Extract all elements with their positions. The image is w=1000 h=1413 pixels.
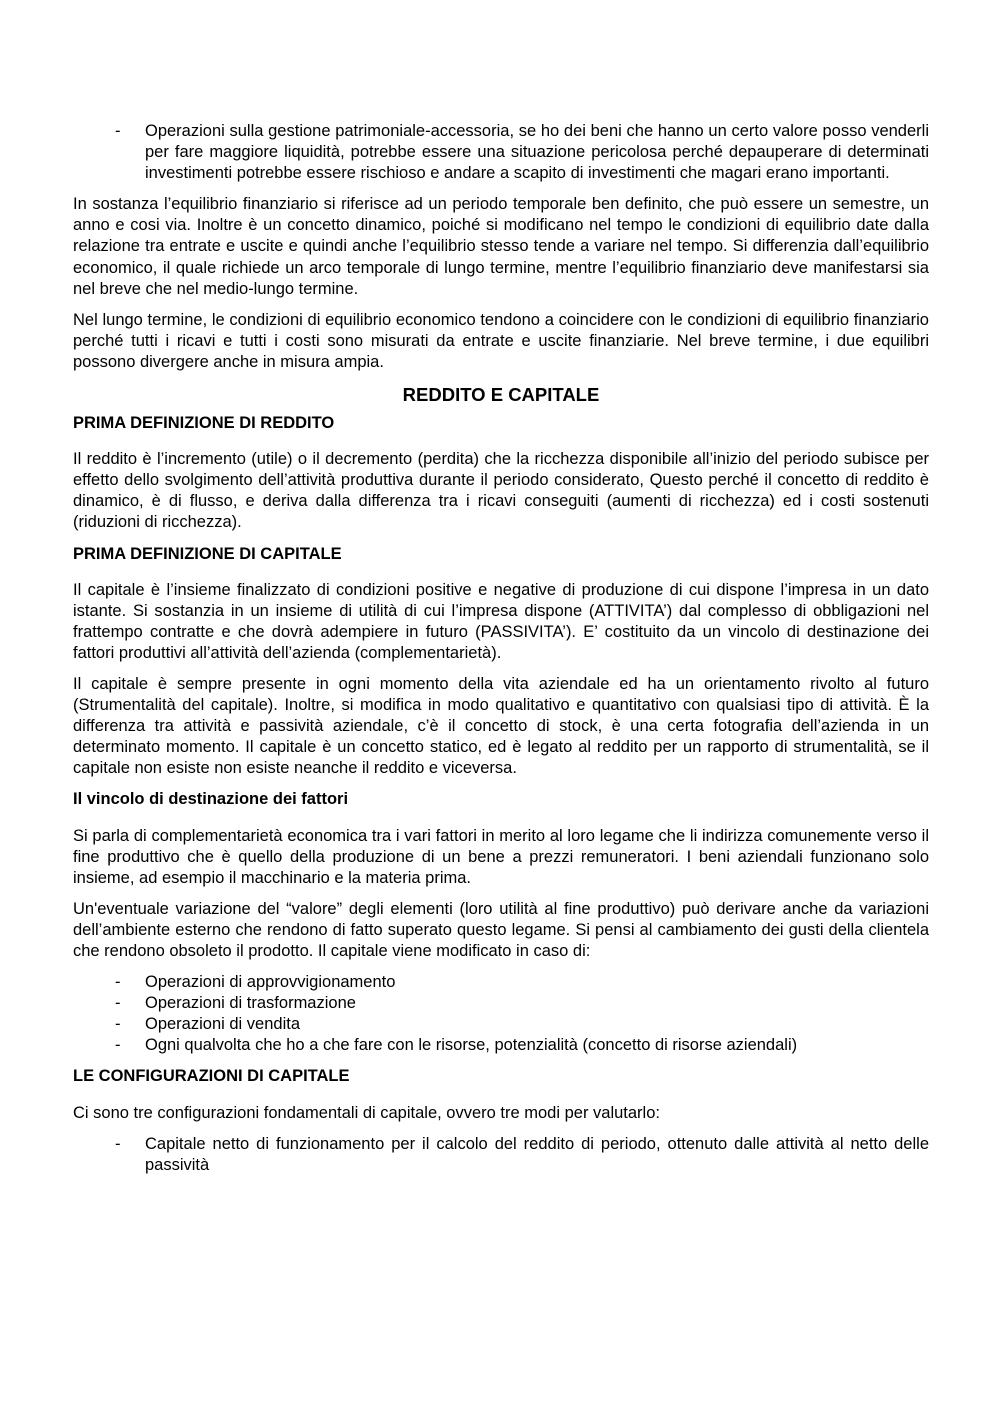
paragraph-capitale-1: Il capitale è l’insieme finalizzato di condizioni positive e negative di produzione di cui dispone l’impresa in un dato istante. Si sostanzia in un insieme di utilità di cui l’impresa dispone (ATTIVITA’) dal complesso di obbligazioni nel frattempo contratte e che dovrà adempiere in futuro (PASSIVITA’). E’ costituito da un vincolo di destinazione dei fattori produttivi all’attività dell’azienda (complementarietà). bbox=[73, 580, 929, 662]
list-item bbox=[73, 993, 929, 1014]
list-item bbox=[73, 972, 929, 993]
heading-prima-definizione-reddito: PRIMA DEFINIZIONE DI REDDITO bbox=[73, 414, 335, 433]
list-item-text: Capitale netto di funzionamento per il calcolo del reddito di periodo, ottenuto dalle attività al netto delle passività bbox=[145, 1134, 929, 1174]
bullet-list-configurazioni bbox=[73, 1134, 929, 1176]
list-item bbox=[73, 1035, 929, 1056]
bullet-list-top bbox=[73, 121, 929, 184]
paragraph-complementarieta: Si parla di complementarietà economica tra i vari fattori in merito al loro legame che li indirizza comunemente verso il fine produttivo che è quello della produzione di un bene a prezzi remuneratori. I beni aziendali funzionano solo insieme, ad esempio il macchinario e la materia prima. bbox=[73, 826, 929, 887]
heading-vincolo-destinazione: Il vincolo di destinazione dei fattori bbox=[73, 790, 349, 809]
list-item-text: Operazioni di trasformazione bbox=[145, 994, 356, 1013]
bullet-list-modifiche bbox=[73, 972, 929, 1056]
bullet-dash: - bbox=[115, 122, 121, 140]
heading-prima-definizione-capitale: PRIMA DEFINIZIONE DI CAPITALE bbox=[73, 544, 342, 563]
paragraph-equilibrio-finanziario: In sostanza l’equilibrio finanziario si riferisce ad un periodo temporale ben definito, che può essere un semestre, un anno e cosi via. Inoltre è un concetto dinamico, poiché si modificano nel tempo le condizioni di equilibrio date dalla relazione tra entrate e uscite e quindi anche l’equilibrio stesso tende a variare nel tempo. Si differenzia dall’equilibrio economico, il quale richiede un arco temporale di lungo termine, mentre l’equilibrio finanziario deve manifestarsi sia nel breve che nel medio-lungo termine. bbox=[73, 195, 929, 298]
document-page bbox=[73, 121, 929, 1186]
paragraph-capitale-2: Il capitale è sempre presente in ogni momento della vita aziendale ed ha un orientamento rivolto al futuro (Strumentalità del capitale). Inoltre, si modifica in modo qualitativo e quantitativo con qualsiasi tipo di attività. È la differenza tra attività e passività aziendale, c’è il concetto di stock, è una certa fotografia dell’azienda in un determinato momento. Il capitale è un concetto statico, ed è legato al reddito per un rapporto di strumentalità, se il capitale non esiste non esiste neanche il reddito e viceversa. bbox=[73, 674, 929, 778]
paragraph-variazione-valore: Un'eventuale variazione del “valore” degli elementi (loro utilità al fine produttivo) può derivare anche da variazioni dell’ambiente esterno che rendono di fatto superato questo legame. Si pensi al cambiamento dei gusti della clientela che rendono obsoleto il prodotto. Il capitale viene modificato in caso di: bbox=[73, 899, 929, 960]
list-item bbox=[73, 1014, 929, 1035]
paragraph-lungo-termine: Nel lungo termine, le condizioni di equilibrio economico tendono a coincidere con le condizioni di equilibrio finanziario perché tutti i ricavi e tutti i costi sono misurati da entrate e uscite finanziarie. Nel breve termine, i due equilibri possono divergere anche in misura ampia. bbox=[73, 310, 929, 371]
list-item bbox=[73, 121, 929, 184]
bullet-dash: - bbox=[115, 994, 121, 1013]
list-item-text: Ogni qualvolta che ho a che fare con le risorse, potenzialità (concetto di risorse aziendali) bbox=[145, 1036, 798, 1055]
paragraph-configurazioni: Ci sono tre configurazioni fondamentali di capitale, ovvero tre modi per valutarlo: bbox=[73, 1103, 660, 1122]
bullet-dash: - bbox=[115, 973, 121, 992]
bullet-dash: - bbox=[115, 1134, 121, 1153]
paragraph-reddito: Il reddito è l’incremento (utile) o il decremento (perdita) che la ricchezza disponibile all’inizio del periodo subisce per effetto dello svolgimento dell’attività produttiva durante il periodo considerato, Questo perché il concetto di reddito è dinamico, è di flusso, e deriva dalla differenza tra i ricavi conseguiti (aumenti di ricchezza) ed i costi sostenuti (riduzioni di ricchezza). bbox=[73, 450, 929, 532]
list-item-text: Operazioni sulla gestione patrimoniale-accessoria, se ho dei beni che hanno un certo valore posso venderli per fare maggiore liquidità, potrebbe essere una situazione pericolosa perché depauperare di determinati investimenti potrebbe essere rischioso e andare a scapito di investimenti che magari erano importanti. bbox=[145, 122, 929, 183]
section-title: REDDITO E CAPITALE bbox=[402, 384, 600, 406]
list-item-text: Operazioni di vendita bbox=[145, 1015, 301, 1034]
bullet-dash: - bbox=[115, 1015, 121, 1034]
list-item-text: Operazioni di approvvigionamento bbox=[145, 973, 396, 992]
bullet-dash: - bbox=[115, 1036, 121, 1055]
list-item bbox=[73, 1134, 929, 1176]
heading-configurazioni-capitale: LE CONFIGURAZIONI DI CAPITALE bbox=[73, 1067, 350, 1086]
